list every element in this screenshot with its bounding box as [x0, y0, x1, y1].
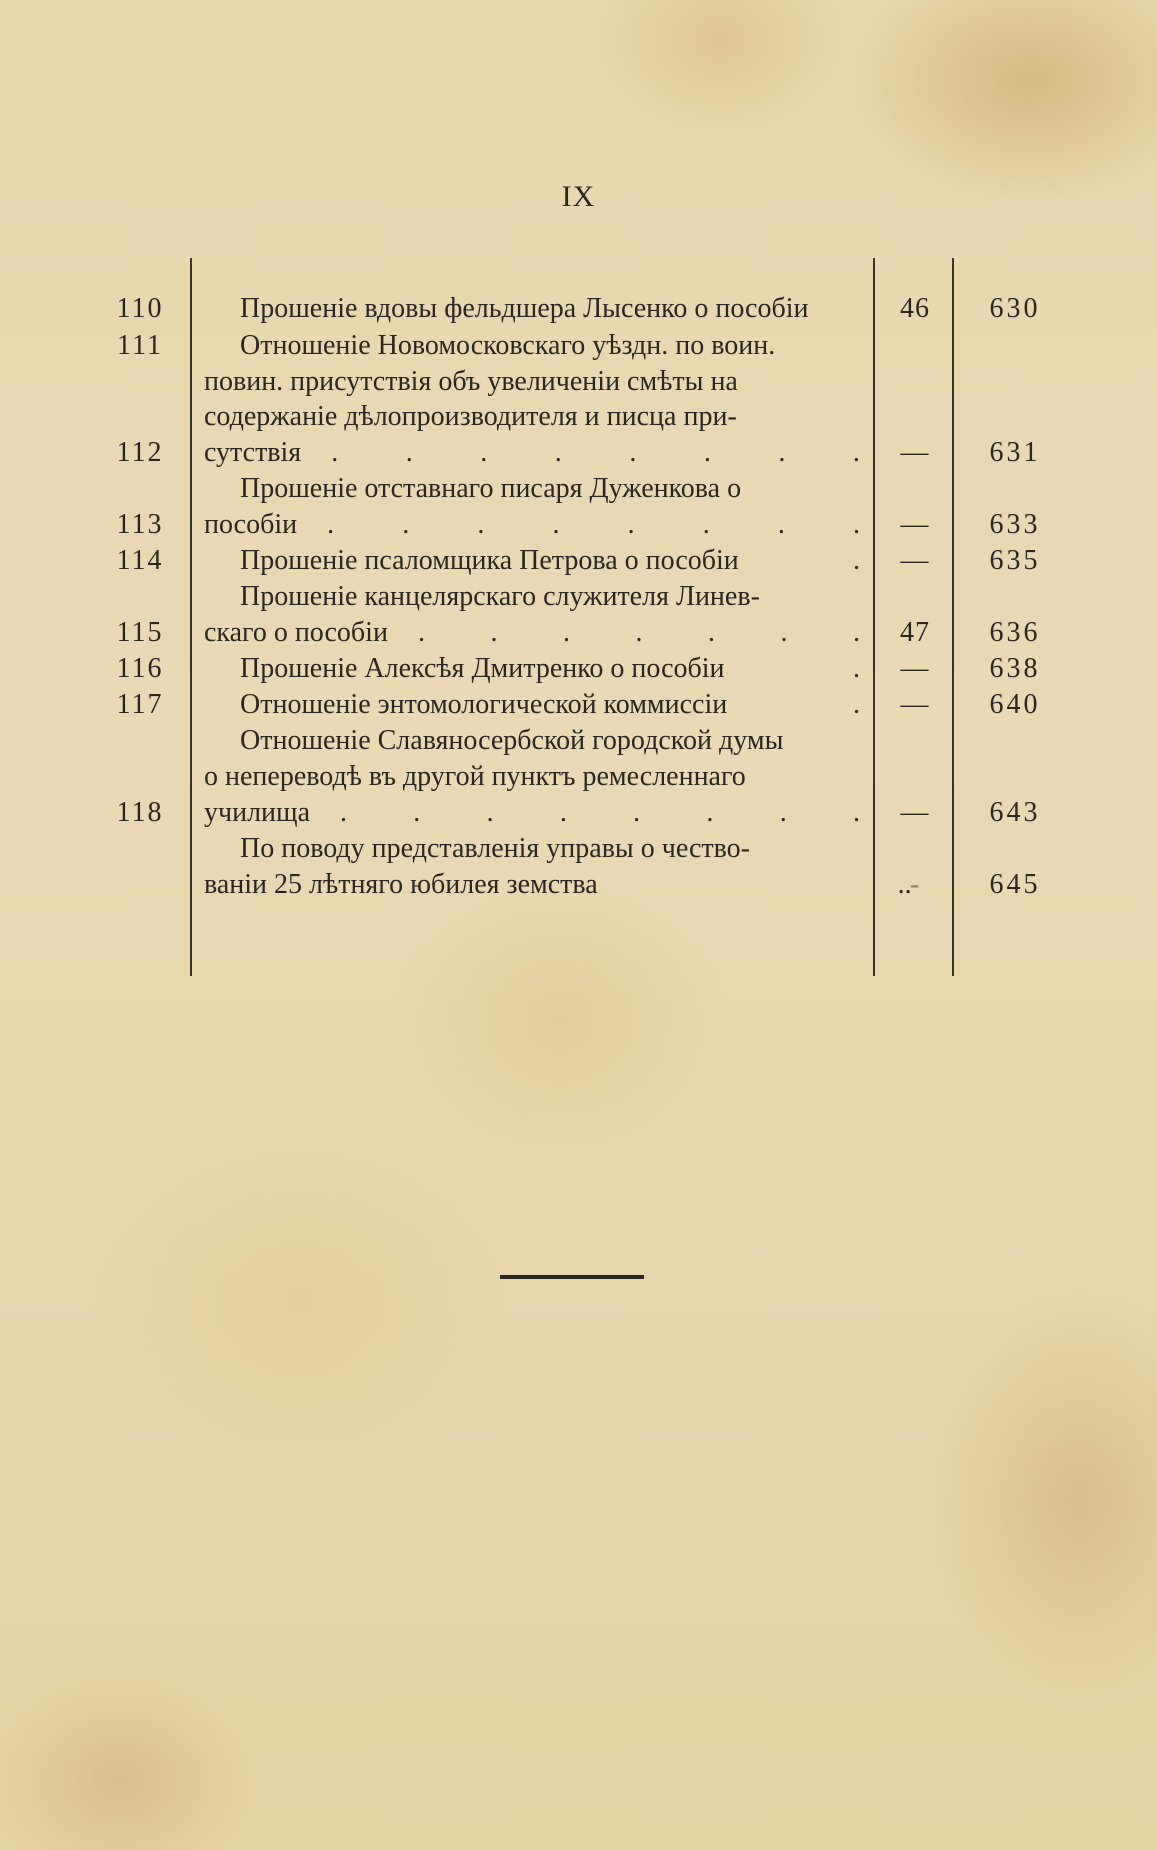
entry-text: Отношеніе энтомологической коммиссіи	[240, 689, 728, 720]
entry-text: По поводу представленія управы о чество-	[240, 833, 750, 864]
entry-text-line	[240, 689, 860, 721]
leader-dots: . . . . . . .	[417, 617, 860, 648]
entry-text: Прошеніе канцелярскаго служителя Линев-	[240, 581, 760, 612]
entry-col3: —	[900, 509, 930, 540]
entry-col3: —	[900, 797, 930, 828]
entry-text: пособіи	[204, 509, 298, 540]
row-number: 113	[116, 509, 164, 540]
entry-col3: 46	[900, 293, 930, 324]
table-rule-left	[190, 258, 192, 976]
entry-text-line	[240, 581, 860, 613]
leader-dots: . . . . . . . .	[327, 509, 860, 540]
entry-text-line	[240, 330, 860, 362]
row-number: 111	[117, 330, 163, 361]
row-number: 116	[116, 653, 164, 684]
entry-text-line	[204, 401, 860, 433]
leader-dot: .	[853, 545, 860, 576]
entry-col3: 47	[900, 617, 930, 648]
entry-col3: —	[900, 437, 930, 468]
entry-text-line	[240, 473, 860, 505]
page-number: IX	[561, 180, 596, 213]
entry-page: 645	[989, 869, 1041, 900]
entry-page: 640	[989, 689, 1041, 720]
entry-text: ваніи 25 лѣтняго юбилея земства	[204, 869, 598, 900]
entry-text: содержаніе дѣлопроизводителя и писца при-	[204, 401, 737, 432]
entry-text: сутствія	[204, 437, 302, 468]
row-number: 118	[116, 797, 164, 828]
closing-rule	[500, 1275, 644, 1279]
entry-text-line	[204, 797, 860, 829]
leader-dot: .	[853, 689, 860, 720]
leader-dot: .	[853, 653, 860, 684]
entry-text-line	[240, 725, 860, 757]
entry-text: повин. присутствія объ увеличеніи смѣты на	[204, 366, 738, 397]
entry-col3: —	[900, 545, 930, 576]
entry-text-line	[204, 617, 860, 649]
entry-col3: —	[900, 689, 930, 720]
leader-dots: . . . . . . . .	[331, 437, 860, 468]
entry-text: Прошеніе псаломщика Петрова о пособіи	[240, 545, 739, 576]
entry-text-line	[240, 545, 860, 577]
leader-dots: . . . . . . . .	[340, 797, 860, 828]
entry-col3: —	[900, 653, 930, 684]
entry-text: Прошеніе отставнаго писаря Дуженкова о	[240, 473, 742, 504]
entry-page: 633	[989, 509, 1041, 540]
entry-text-line	[240, 653, 860, 685]
entry-text-line	[204, 509, 860, 541]
entry-text: Отношеніе Новомосковскаго уѣздн. по воин.	[240, 330, 776, 361]
entry-text: скаго о пособіи	[204, 617, 388, 648]
entry-page: 635	[989, 545, 1041, 576]
entry-text: Отношеніе Славяносербской городской думы	[240, 725, 784, 756]
row-number: 114	[116, 545, 164, 576]
row-number: 115	[116, 617, 164, 648]
entry-text-line	[204, 366, 860, 398]
entry-page: 630	[989, 293, 1041, 324]
entry-text-line	[204, 761, 860, 793]
entry-page: 631	[989, 437, 1041, 468]
entry-text-line	[204, 437, 860, 469]
row-number: 110	[116, 293, 164, 324]
entry-text: училища	[204, 797, 311, 828]
entry-col3: -	[909, 869, 921, 900]
entry-text-line	[240, 833, 860, 865]
entry-text: Прошеніе Алексѣя Дмитренко о пособіи	[240, 653, 725, 684]
entry-text: о непереводѣ въ другой пунктъ ремесленнаго	[204, 761, 746, 792]
entry-page: 643	[989, 797, 1041, 828]
row-number: 117	[116, 689, 164, 720]
leader-dots: . .	[897, 869, 912, 900]
entry-text: Прошеніе вдовы фельдшера Лысенко о пособіи	[240, 293, 809, 324]
row-number: 112	[116, 437, 164, 468]
entry-page: 638	[989, 653, 1041, 684]
entry-text-line	[240, 293, 860, 325]
entry-text-line	[204, 869, 912, 901]
entry-page: 636	[989, 617, 1041, 648]
